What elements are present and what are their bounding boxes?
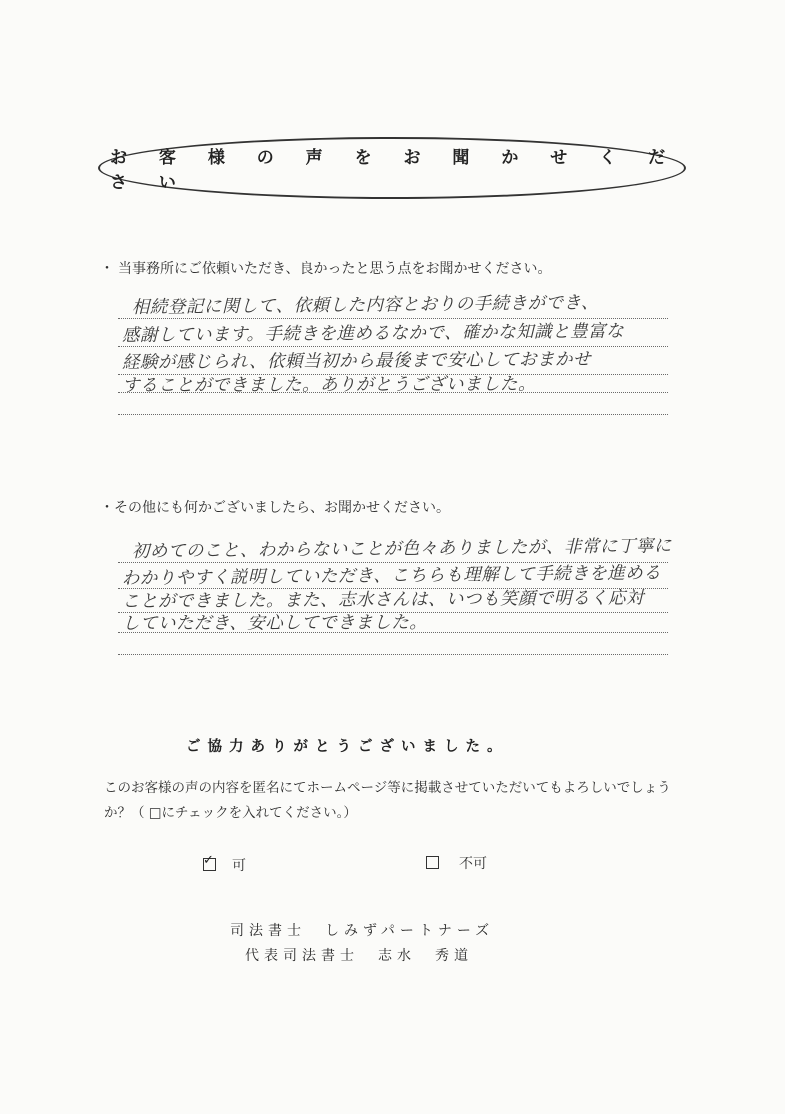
answer-2-line-1: 初めてのこと、わからないことが色々ありましたが、非常に丁寧に (131, 536, 672, 563)
answer-2-line-2: わかりやすく説明していただき、こちらも理解して手続きを進める (121, 563, 662, 590)
answer-2-line-4: していただき、安心してできました。 (121, 612, 428, 634)
option-yes-label: 可 (232, 858, 246, 874)
question-2-bullet: ・ (100, 500, 114, 516)
title-oval (98, 137, 686, 199)
question-2-text: その他にも何かございましたら、お聞かせください。 (114, 500, 450, 516)
question-2 (100, 497, 450, 517)
signature-representative: 代表司法書士 志水 秀道 (245, 948, 473, 964)
question-1-bullet: ・ (100, 261, 114, 277)
answer-line (118, 654, 668, 655)
question-1 (100, 258, 551, 278)
option-no[interactable] (426, 853, 487, 873)
answer-2-area (118, 530, 672, 660)
check-icon: ✓ (203, 853, 214, 868)
question-1-text: 当事務所にご依頼いただき、良かったと思う点をお聞かせください。 (118, 261, 552, 277)
page-title: お 客 様 の 声 を お 聞 か せ く だ さ い (110, 148, 679, 193)
answer-1-line-4: することができました。ありがとうございました。 (121, 374, 536, 396)
option-yes[interactable] (203, 855, 246, 875)
thanks-message: ご協力ありがとうございました。 (186, 739, 509, 755)
answer-line (118, 414, 668, 415)
answer-2-line-3: ことができました。また、志水さんは、いつも笑顔で明るく応対 (121, 588, 644, 612)
checkbox-yes[interactable] (203, 853, 216, 871)
consent-question: このお客様の声の内容を匿名にてホームページ等に掲載させていただいてもよろしいでしょうか？（ □にチェックを入れてください。） (104, 780, 671, 821)
signature-firm: 司法書士 しみずパートナーズ (230, 923, 495, 939)
answer-1-area (118, 290, 668, 420)
checkbox-no[interactable] (426, 856, 439, 869)
option-no-label: 不可 (459, 856, 487, 872)
answer-1-line-2: 感謝しています。手続きを進めるなかで、確かな知識と豊富な (121, 321, 625, 347)
answer-1-line-1: 相続登記に関して、依頼した内容とおりの手続きができ、 (131, 293, 599, 319)
answer-1-line-3: 経験が感じられ、依頼当初から最後まで安心しておまかせ (121, 349, 592, 374)
